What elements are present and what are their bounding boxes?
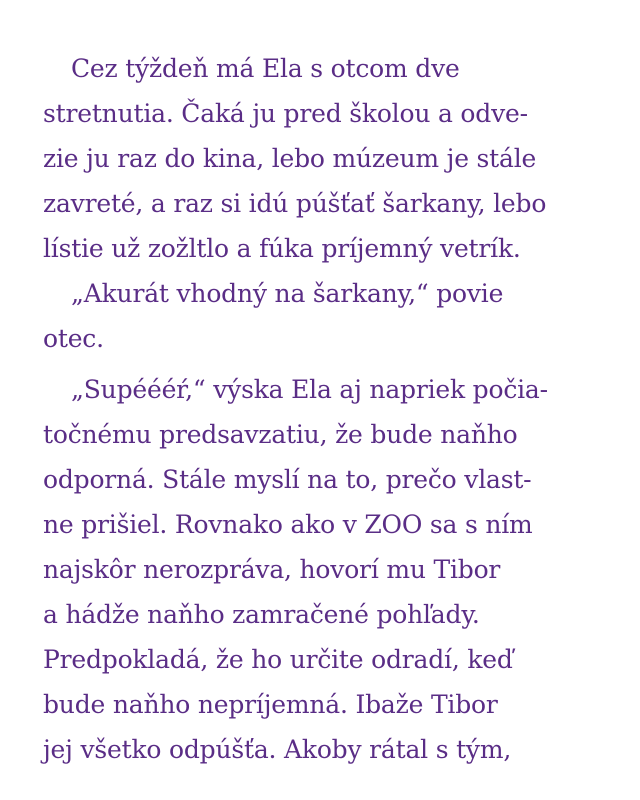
text-line: ne prišiel. Rovnako ako v ZOO sa s ním: [43, 510, 533, 539]
text-line: zie ju raz do kina, lebo múzeum je stále: [43, 144, 537, 173]
text-line: jej všetko odpúšťa. Akoby rátal s tým,: [43, 735, 512, 764]
text-line: „Supéééŕ,“ výska Ela aj napriek počia-: [71, 375, 548, 404]
text-line: točnému predsavzatiu, že bude naňho: [43, 420, 518, 449]
text-line: Predpokladá, že ho určite odradí, keď: [43, 645, 513, 674]
text-line: a hádže naňho zamračené pohľady.: [43, 600, 480, 629]
text-line: najskôr nerozpráva, hovorí mu Tibor: [43, 555, 501, 584]
text-line: bude naňho nepríjemná. Ibaže Tibor: [43, 690, 498, 719]
text-line: „Akurát vhodný na šarkany,“ povie: [71, 279, 504, 308]
text-line: Cez týždeň má Ela s otcom dve: [71, 54, 460, 83]
text-line: zavreté, a raz si idú púšťať šarkany, lebo: [43, 189, 547, 218]
text-line: odporná. Stále myslí na to, prečo vlast-: [43, 465, 532, 494]
text-line: lístie už zožltlo a fúka príjemný vetrík.: [43, 234, 521, 263]
text-line: otec.: [43, 324, 104, 353]
text-line: stretnutia. Čaká ju pred školou a odve-: [43, 99, 528, 128]
